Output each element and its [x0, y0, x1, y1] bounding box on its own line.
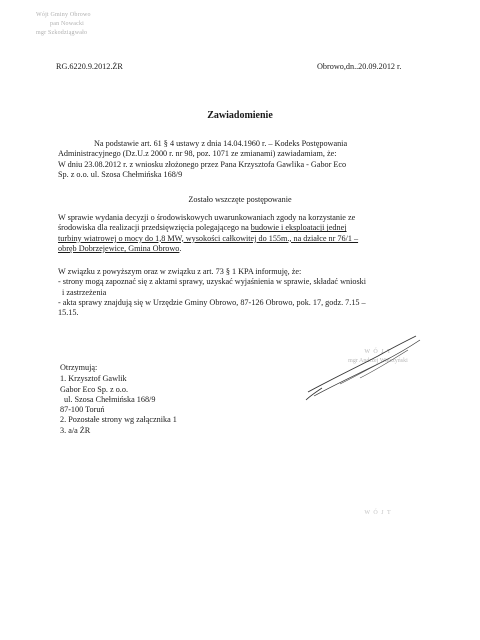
text-line: W sprawie wydania decyzji o środowiskowych uwarunkowaniach zgody na korzystanie ze — [58, 213, 356, 222]
text-fragment: . — [179, 243, 182, 253]
reference-number: RG.6220.9.2012.ŻR — [56, 62, 123, 71]
recipient-line: 2. Pozostałe strony wg załącznika 1 — [60, 415, 177, 425]
recipients-heading: Otrzymują: — [60, 363, 98, 372]
recipient-line: 87-100 Toruń — [60, 405, 105, 415]
text-line: 15.15. — [58, 308, 79, 318]
text-fragment: środowiska dla realizacji przedsięwzięcia polegającego na — [58, 223, 251, 233]
recipients-list — [60, 363, 320, 436]
stamp-line: mgr Szkodziągwało — [36, 30, 88, 36]
underlined-text-line: turbiny wiatrowej o mocy do 1,8 MW, wysokości całkowitej do 155m., na działce nr 76/1 – — [58, 233, 359, 243]
faint-stamp: W Ó J T — [364, 510, 392, 516]
text-line: - akta sprawy znajdują się w Urzędzie Gminy Obrowo, 87-126 Obrowo, pok. 17, godz. 7.15 – — [58, 297, 366, 307]
text-line: Sp. z o.o. ul. Szosa Chełmińska 168/9 — [58, 169, 183, 179]
underlined-text: obręb Dobrzejewice, Gmina Obrowo — [58, 243, 180, 253]
text-line: i zastrzeżenia — [62, 287, 107, 297]
underlined-text: budowie i eksploatacji jednej — [250, 223, 347, 233]
text-line: W dniu 23.08.2012 r. z wniosku złożonego przez Pana Krzysztofa Gawlika - Gabor Eco — [58, 159, 347, 169]
recipient-line: ul. Szosa Chełmińska 168/9 — [64, 394, 156, 404]
recipient-line: 3. a/a ŻR — [60, 425, 91, 435]
text-line — [58, 244, 428, 254]
paragraph-information — [58, 267, 428, 318]
stamp-line: pan Nowacki — [50, 21, 85, 27]
text-line: Na podstawie art. 61 § 4 ustawy z dnia 14.04.1960 r. – Kodeks Postępowania — [94, 139, 348, 148]
office-stamp — [36, 11, 146, 38]
place-date: Obrowo,dn..20.09.2012 r. — [317, 62, 402, 71]
recipient-line: Gabor Eco Sp. z o.o. — [60, 384, 128, 394]
stamp-line: Wójt Gminy Obrowo — [36, 12, 91, 18]
text-line — [58, 223, 428, 233]
text-line: - strony mogą zapoznać się z aktami sprawy, uzyskać wyjaśnienia w sprawie, składać wnioski — [58, 277, 366, 287]
recipient-line: 1. Krzysztof Gawlik — [60, 374, 127, 384]
paragraph-subject — [58, 213, 428, 254]
text-line: Administracyjnego (Dz.U.z 2000 r. nr 98, poz. 1071 ze zmianami) zawiadamiam, że: — [58, 149, 337, 159]
stamp-line: W Ó J T — [364, 349, 392, 355]
proceedings-started: Zostało wszczęte postępowanie — [188, 195, 292, 204]
paragraph-legal-basis — [58, 139, 428, 180]
text-line: W związku z powyższym oraz w związku z art. 73 § 1 KPA informuję, że: — [58, 267, 302, 276]
document-title: Zawiadomienie — [207, 110, 273, 121]
stamp-line: mgr Andrzej Wieczyński — [348, 358, 408, 364]
